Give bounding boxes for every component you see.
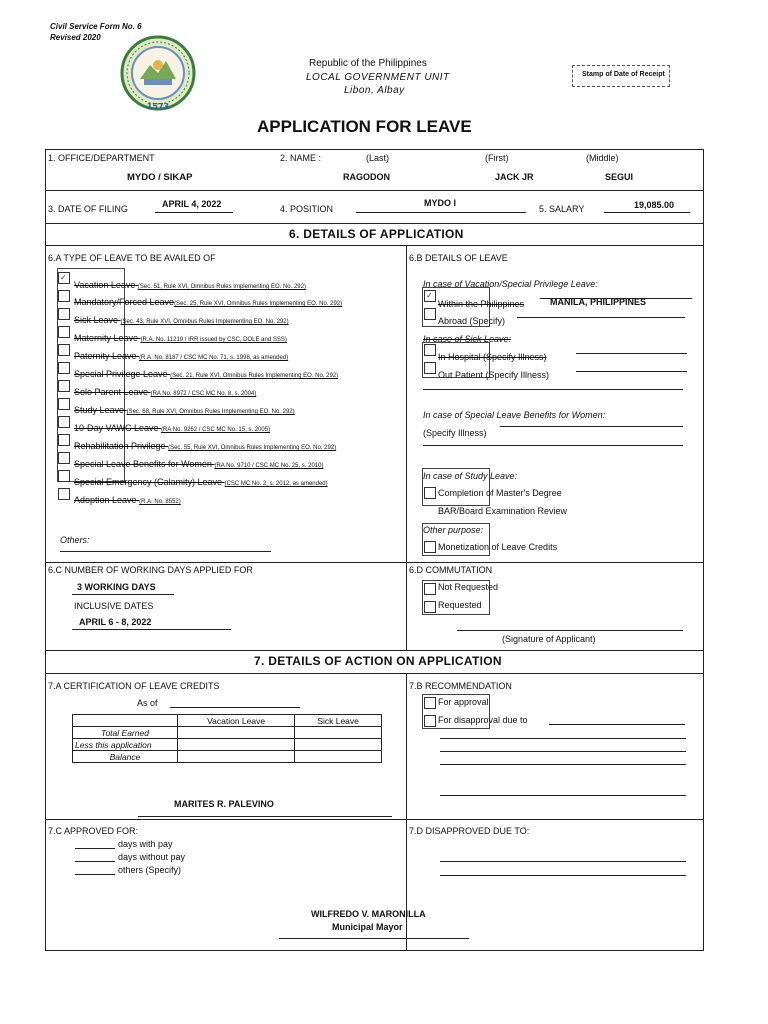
emergency-leave-checkbox[interactable] (58, 470, 70, 482)
form-revision: Revised 2020 (50, 33, 101, 42)
salary-value[interactable]: 19,085.00 (634, 200, 675, 210)
women-leave-checkbox[interactable] (58, 452, 70, 464)
vawc-leave-checkbox[interactable] (58, 416, 70, 428)
check-icon: ✓ (60, 273, 67, 282)
table-cell[interactable] (295, 739, 382, 751)
sick-heading: In case of Sick Leave: (423, 334, 512, 344)
signature-line[interactable] (457, 630, 683, 631)
section-7d-label: 7.D DISAPPROVED DUE TO: (409, 826, 530, 836)
maternity-leave-checkbox[interactable] (58, 326, 70, 338)
approver-line (279, 938, 469, 939)
others-label: Others: (60, 535, 90, 545)
abroad-line[interactable] (517, 317, 685, 318)
women-heading: In case of Special Leave Benefits for Women: (423, 410, 606, 420)
for-approval-checkbox[interactable] (424, 697, 436, 709)
in-hospital-line[interactable] (576, 353, 687, 354)
office-label: 1. OFFICE/DEPARTMENT (48, 153, 155, 163)
table-cell[interactable] (178, 739, 295, 751)
out-patient-label: Out Patient (Specify Illness) (438, 370, 550, 380)
middle-name-label: (Middle) (586, 153, 619, 163)
divider (45, 245, 704, 246)
leave-type-item: Special Privilege Leave (Sec. 21, Rule XVI, Omnibus Rules Implementing EO. No. 292) (74, 369, 339, 379)
adoption-leave-checkbox[interactable] (58, 488, 70, 500)
row-less-label: Less this application (73, 739, 178, 751)
requested-checkbox[interactable] (424, 601, 436, 613)
section-7a-label: 7.A CERTIFICATION OF LEAVE CREDITS (48, 681, 220, 691)
out-patient-line-2[interactable] (423, 389, 683, 390)
certifier-name: MARITES R. PALEVINO (174, 799, 274, 809)
requested-label: Requested (438, 600, 482, 610)
leave-type-item: Maternity Leave (R.A. No. 11210 / IRR issued by CSC, DOLE and SSS) (74, 333, 287, 343)
masters-checkbox[interactable] (424, 487, 436, 499)
divider (45, 819, 704, 820)
solo-parent-checkbox[interactable] (58, 380, 70, 392)
divider (45, 673, 704, 674)
section-6a-label: 6.A TYPE OF LEAVE TO BE AVAILED OF (48, 253, 216, 263)
leave-type-item: Sick Leave (Sec. 43, Rule XVI, Omnibus Rules Implementing EO. No. 292) (74, 315, 289, 325)
approver-name: WILFREDO V. MARONILLA (311, 909, 426, 919)
receipt-stamp-label: Stamp of Date of Receipt (582, 71, 665, 78)
section-7b-label: 7.B RECOMMENDATION (409, 681, 512, 691)
for-disapproval-label: For disapproval due to (438, 715, 528, 725)
bar-review-label: BAR/Board Examination Review (438, 506, 568, 516)
salary-label: 5. SALARY (539, 204, 585, 214)
section-6-title: 6. DETAILS OF APPLICATION (289, 227, 464, 241)
women-specify-label: (Specify Illness) (423, 428, 487, 438)
office-value: MYDO / SIKAP (127, 172, 193, 183)
others-specify-line[interactable] (75, 874, 115, 875)
not-requested-label: Not Requested (438, 582, 499, 592)
special-privilege-checkbox[interactable] (58, 362, 70, 374)
approver-title: Municipal Mayor (332, 922, 403, 932)
out-patient-checkbox[interactable] (424, 362, 436, 374)
col-sick-header: Sick Leave (295, 715, 382, 727)
monetization-label: Monetization of Leave Credits (438, 542, 558, 552)
within-ph-line (540, 298, 692, 299)
date-filing-value[interactable]: APRIL 4, 2022 (162, 199, 222, 209)
working-days-line (72, 594, 174, 595)
first-name-label: (First) (485, 153, 509, 163)
out-patient-line[interactable] (576, 371, 687, 372)
leave-type-item: Vacation Leave (Sec. 51, Rule XVI, Omnibus Rules Implementing EO. No. 292) (74, 280, 306, 290)
inclusive-value[interactable]: APRIL 6 - 8, 2022 (79, 617, 152, 627)
signature-applicant-label: (Signature of Applicant) (502, 634, 596, 644)
check-icon: ✓ (426, 291, 433, 300)
disapproval-line-2[interactable] (440, 738, 686, 739)
disapproval-line-3[interactable] (440, 751, 686, 752)
table-cell[interactable] (295, 751, 382, 763)
inclusive-label: INCLUSIVE DATES (74, 601, 154, 611)
recommender-signature-line[interactable] (440, 795, 686, 796)
masters-label: Completion of Master's Degree (438, 488, 562, 498)
days-without-pay-label: days without pay (118, 852, 186, 862)
leave-type-item: Special Emergency (Calamity) Leave (CSC MC No. 2, s. 2012, as amended) (74, 477, 328, 487)
monetization-checkbox[interactable] (424, 541, 436, 553)
table-cell[interactable] (178, 727, 295, 739)
rehabilitation-checkbox[interactable] (58, 434, 70, 446)
page-title: APPLICATION FOR LEAVE (257, 117, 472, 136)
col-vacation-header: Vacation Leave (178, 715, 295, 727)
form-number: Civil Service Form No. 6 (50, 22, 142, 31)
disapproval-line[interactable] (549, 724, 685, 725)
women-line-2[interactable] (423, 445, 683, 446)
table-cell[interactable] (178, 751, 295, 763)
working-days-value[interactable]: 3 WORKING DAYS (77, 582, 156, 592)
leave-type-item: 10-Day VAWC Leave (RA No. 9262 / CSC MC No. 15, s. 2005) (74, 423, 271, 433)
position-value[interactable]: MYDO I (424, 198, 457, 208)
lgu-label: LOCAL GOVERNMENT UNIT (306, 72, 450, 83)
as-of-label: As of (137, 698, 158, 708)
position-label: 4. POSITION (280, 204, 334, 214)
within-ph-label: Within the Philippines (438, 299, 525, 309)
others-line[interactable] (60, 551, 271, 552)
divider (45, 650, 704, 651)
divider (45, 223, 704, 224)
middle-name-value[interactable]: SEGUI (605, 172, 634, 182)
disapproval-line-4[interactable] (440, 764, 686, 765)
seal-year: 1573 (146, 102, 170, 111)
table-cell (73, 715, 178, 727)
salary-underline (604, 212, 690, 213)
date-filing-label: 3. DATE OF FILING (48, 204, 128, 214)
last-name-value[interactable]: RAGODON (343, 172, 390, 182)
municipal-seal-icon (118, 35, 198, 113)
name-label: 2. NAME : (280, 153, 322, 163)
republic-label: Republic of the Philippines (309, 58, 427, 69)
abroad-checkbox[interactable] (424, 308, 436, 320)
for-approval-label: For approval (438, 697, 489, 707)
position-underline (356, 212, 526, 213)
receipt-stamp-box (572, 65, 670, 87)
leave-type-item: Special Leave Benefits for Women (RA No. 9710 / CSC MC No. 25, s. 2010) (74, 459, 324, 469)
section-6b-label: 6.B DETAILS OF LEAVE (409, 253, 508, 263)
column-divider (406, 245, 407, 650)
not-requested-checkbox[interactable] (424, 583, 436, 595)
others-specify-label: others (Specify) (118, 865, 182, 875)
location-label: Libon, Albay (344, 85, 405, 96)
leave-credits-table (72, 714, 382, 763)
other-purpose-heading: Other purpose: (423, 525, 484, 535)
row-balance-label: Balance (73, 751, 178, 763)
date-underline (155, 212, 233, 213)
leave-type-item: Mandatory/Forced Leave(Sec. 25, Rule XVI, Omnibus Rules Implementing EO. No. 292) (74, 297, 343, 307)
section-7c-label: 7.C APPROVED FOR: (48, 826, 139, 836)
women-line[interactable] (500, 426, 683, 427)
abroad-label: Abroad (Specify) (438, 316, 506, 326)
section-6d-label: 6.D COMMUTATION (409, 565, 493, 575)
form-frame (45, 149, 704, 951)
section-6c-label: 6.C NUMBER OF WORKING DAYS APPLIED FOR (48, 565, 253, 575)
for-disapproval-checkbox[interactable] (424, 715, 436, 727)
leave-type-item: Adoption Leave (R.A. No. 8552) (74, 495, 181, 505)
days-without-pay-line[interactable] (75, 861, 115, 862)
as-of-line[interactable] (170, 707, 300, 708)
row-total-label: Total Earned (73, 727, 178, 739)
in-hospital-label: In Hospital (Specify Illness) (438, 352, 547, 362)
divider (45, 562, 704, 563)
last-name-label: (Last) (366, 153, 390, 163)
first-name-value[interactable]: JACK JR (495, 172, 534, 182)
days-with-pay-label: days with pay (118, 839, 173, 849)
in-hospital-checkbox[interactable] (424, 344, 436, 356)
days-with-pay-line[interactable] (75, 848, 115, 849)
study-leave-checkbox[interactable] (58, 398, 70, 410)
leave-type-item: Solo Parent Leave (RA No. 8972 / CSC MC No. 8, s. 2004) (74, 387, 257, 397)
sick-leave-checkbox[interactable] (58, 308, 70, 320)
within-ph-value[interactable]: MANILA, PHILIPPINES (550, 297, 647, 307)
leave-type-item: Rehabilitation Privilege (Sec. 55, Rule XVI, Omnibus Rules Implementing EO. No. 292) (74, 441, 337, 451)
disapproved-line[interactable] (440, 861, 686, 862)
paternity-leave-checkbox[interactable] (58, 344, 70, 356)
vacation-heading: In case of Vacation/Special Privilege Leave: (423, 279, 598, 289)
section-7-title: 7. DETAILS OF ACTION ON APPLICATION (254, 654, 502, 668)
certifier-line (138, 816, 392, 817)
study-heading: In case of Study Leave: (423, 471, 518, 481)
disapproved-line-2[interactable] (440, 875, 686, 876)
leave-type-item: Paternity Leave (R.A. No. 8187 / CSC MC No. 71, s. 1998, as amended) (74, 351, 289, 361)
inclusive-line (72, 629, 231, 630)
divider (45, 190, 704, 191)
mandatory-leave-checkbox[interactable] (58, 290, 70, 302)
leave-type-item: Study Leave (Sec. 68, Rule XVI, Omnibus Rules Implementing EO. No. 292) (74, 405, 295, 415)
table-cell[interactable] (295, 727, 382, 739)
